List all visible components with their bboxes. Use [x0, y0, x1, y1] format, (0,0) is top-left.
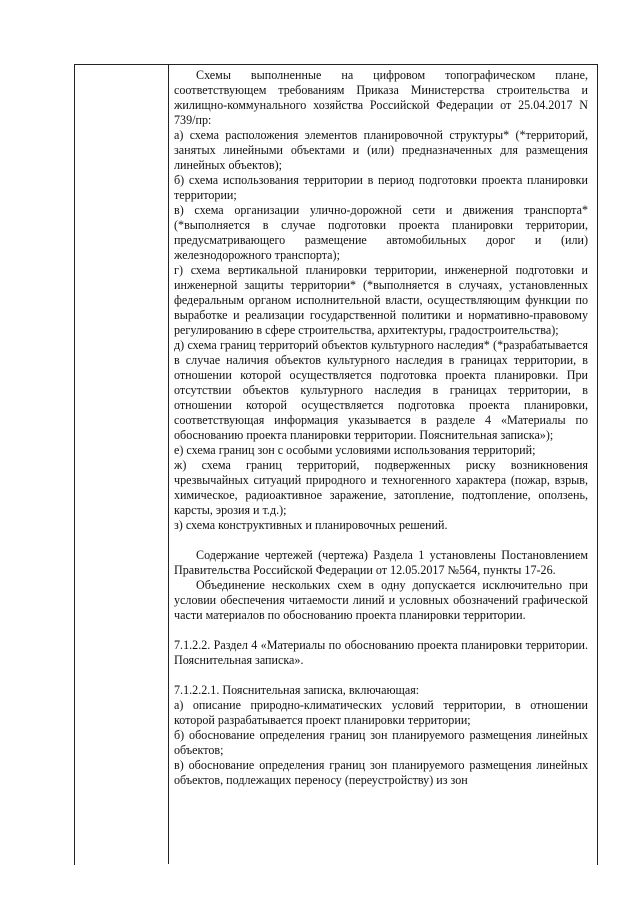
table-content-cell	[174, 68, 588, 788]
list-item-v: в) схема организации улично-дорожной сети и движения транспорта* (*выполняется в случае подготовки проекта планировки территории, предусматривающего размещение автомобильных дорог и (или) железнодорожного транспорта);	[174, 203, 588, 262]
section-heading: 7.1.2.2. Раздел 4 «Материалы по обоснованию проекта планировки территории. Пояснительная записка».	[174, 638, 588, 667]
table-column-divider	[168, 64, 169, 864]
list-item-g: г) схема вертикальной планировки территории, инженерной подготовки и инженерной защиты территории* (*выполняется в случаях, установленных федеральным органом исполнительной власти, осуществляющим функции по выработке и реализации государственной политики и нормативно-правовому регулированию в сфере строительства, архитектуры, градостроительства);	[174, 263, 588, 337]
sub-item-b: б) обоснование определения границ зон планируемого размещения линейных объектов;	[174, 728, 588, 757]
list-item-zh: ж) схема границ территорий, подверженных риску возникновения чрезвычайных ситуаций природного и техногенного характера (пожар, взрыв, химическое, радиоактивное заражение, затопление, подтопление, оползень, карсты, эрозия и т.д.);	[174, 458, 588, 517]
schemes-intro: Схемы выполненные на цифровом топографическом плане, соответствующем требованиям Приказа Министерства строительства и жилищно-коммунального хозяйства Российской Федерации от 25.04.2017 N 739/пр:	[174, 68, 588, 127]
spacer	[174, 623, 588, 638]
drawings-content-paragraph: Содержание чертежей (чертежа) Раздела 1 установлены Постановлением Правительства Российской Федерации от 12.05.2017 №564, пункты 17-26.	[174, 548, 588, 577]
spacer	[174, 533, 588, 548]
spacer	[174, 668, 588, 683]
list-item-z: з) схема конструктивных и планировочных решений.	[174, 518, 448, 532]
sub-item-a: а) описание природно-климатических условий территории, в отношении которой разрабатывается проект планировки территории;	[174, 698, 588, 727]
subsection-heading: 7.1.2.2.1. Пояснительная записка, включающая:	[174, 683, 420, 697]
list-item-b: б) схема использования территории в период подготовки проекта планировки территории;	[174, 173, 588, 202]
list-item-a: а) схема расположения элементов планировочной структуры* (*территорий, занятых линейными объектами и (или) предназначенных для размещения линейных объектов);	[174, 128, 588, 172]
merging-note-paragraph: Объединение нескольких схем в одну допускается исключительно при условии обеспечения читаемости линий и условных обозначений графической части материалов по обоснованию проекта планировки территории.	[174, 578, 588, 622]
list-item-d: д) схема границ территорий объектов культурного наследия* (*разрабатывается в случае наличия объектов культурного наследия в границах территории, в отношении которой осуществляется подготовка проекта планировки. При отсутствии объектов культурного наследия в границах территории, в отношении которой осуществляется подготовка проекта планировки, соответствующая информация указывается в разделе 4 «Материалы по обоснованию проекта планировки территории. Пояснительная записка»);	[174, 338, 588, 442]
sub-item-v: в) обоснование определения границ зон планируемого размещения линейных объектов, подлежащих переносу (переустройству) из зон	[174, 758, 588, 787]
list-item-e: е) схема границ зон с особыми условиями использования территорий;	[174, 443, 536, 457]
